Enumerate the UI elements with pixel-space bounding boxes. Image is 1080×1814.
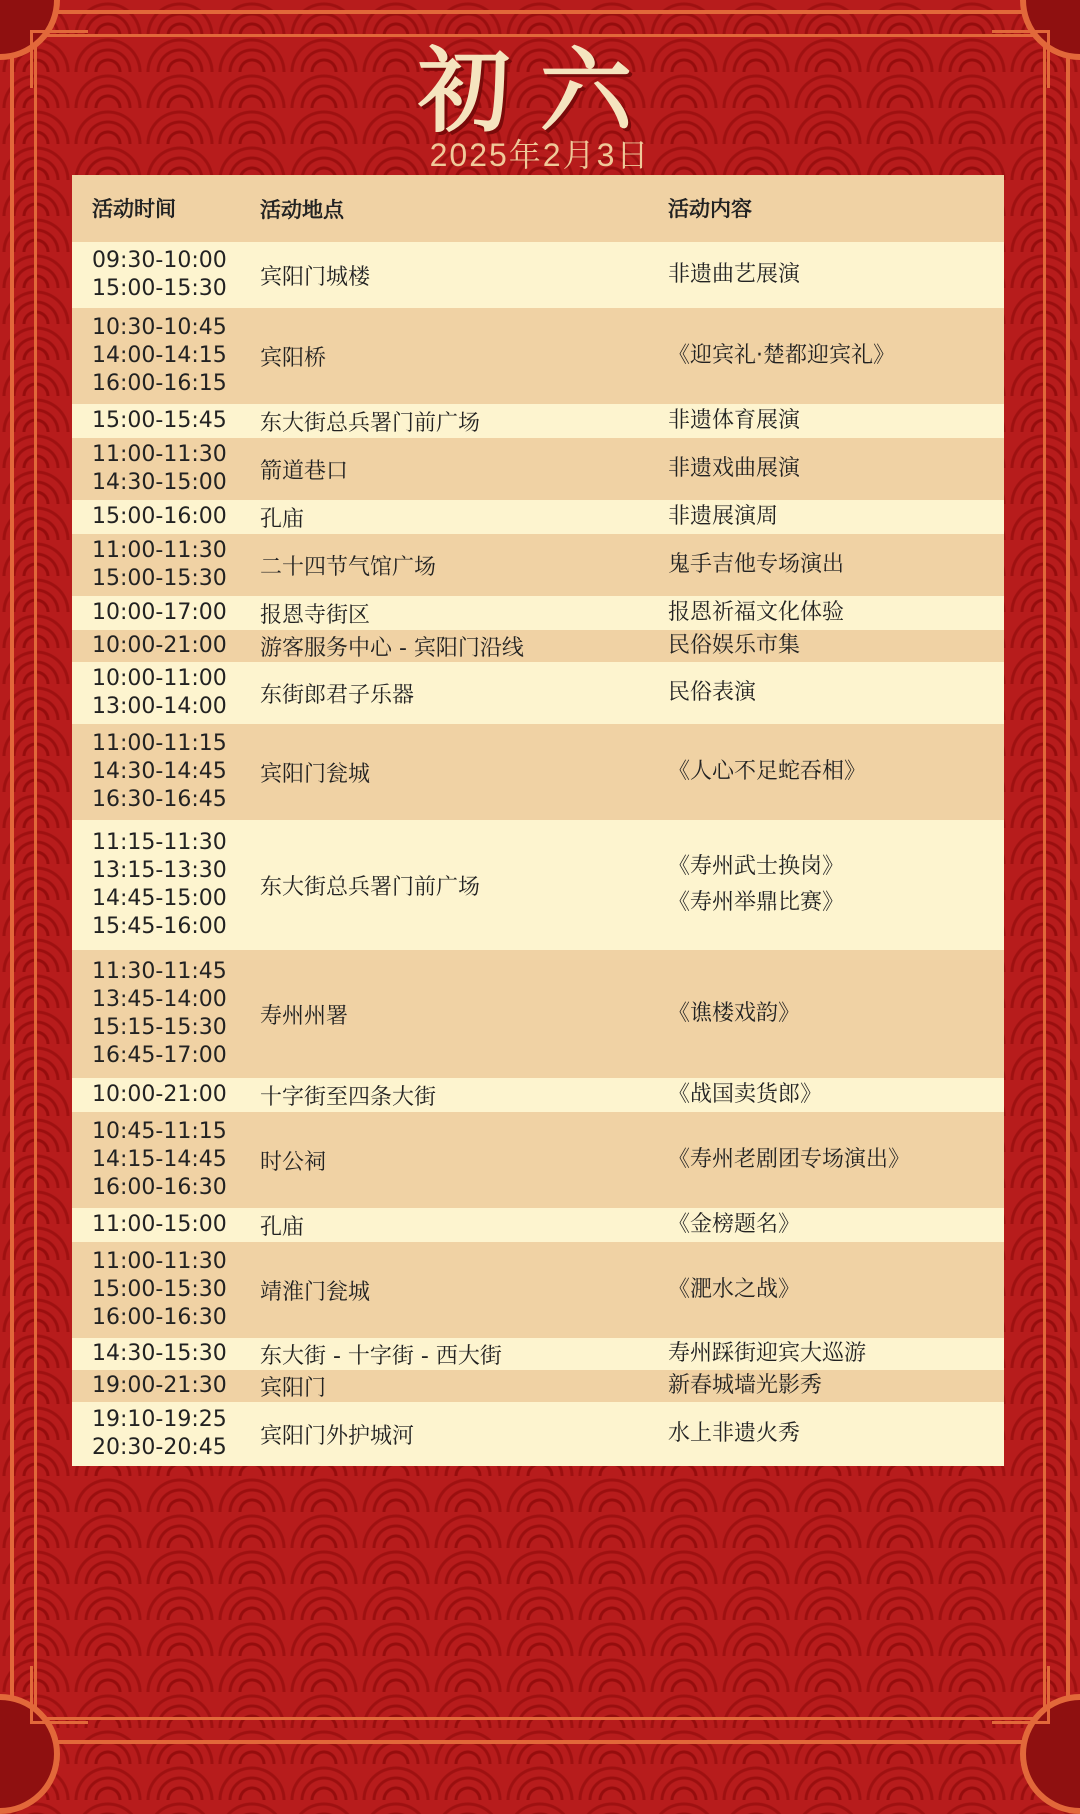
time-slot: 14:45-15:00: [92, 886, 227, 911]
table-row: [72, 662, 1004, 724]
table-row: [72, 596, 1004, 630]
time-slot: 14:30-15:30: [92, 1341, 227, 1366]
time-slot: 16:30-16:45: [92, 787, 227, 812]
cell-time: [72, 958, 260, 1070]
cell-place: 二十四节气馆广场: [260, 554, 437, 580]
time-slot: 11:30-11:45: [92, 959, 227, 984]
cell-place: 孔庙: [260, 506, 305, 532]
cell-content: [668, 1336, 1004, 1372]
cell-time: [72, 599, 260, 627]
table-row: [72, 1242, 1004, 1338]
time-slot: 11:00-11:30: [92, 442, 227, 467]
corner-bracket-bottom-left: [30, 1666, 88, 1724]
time-slot: 16:00-16:30: [92, 1175, 227, 1200]
time-slot: 10:00-17:00: [92, 600, 227, 625]
table-row: [72, 724, 1004, 820]
cell-content: [668, 996, 1004, 1032]
table-row: [72, 534, 1004, 596]
cell-place: 东大街总兵署门前广场: [260, 874, 481, 900]
content-item: 非遗体育展演: [668, 408, 801, 433]
time-slot: 11:00-11:15: [92, 731, 227, 756]
table-row: [72, 1112, 1004, 1208]
cell-time: [72, 1248, 260, 1332]
content-item: 《寿州老剧团专场演出》: [668, 1147, 911, 1172]
time-slot: 19:10-19:25: [92, 1407, 227, 1432]
cell-time: [72, 632, 260, 660]
time-slot: 15:00-15:30: [92, 566, 227, 591]
table-row: [72, 1402, 1004, 1466]
content-item: 《人心不足蛇吞相》: [668, 759, 867, 784]
content-item: 民俗娱乐市集: [668, 633, 801, 658]
content-item: 非遗曲艺展演: [668, 262, 801, 287]
cell-place: 寿州州署: [260, 1003, 349, 1029]
table-row: [72, 1338, 1004, 1370]
table-row: [72, 950, 1004, 1078]
cell-place: 游客服务中心 - 宾阳门沿线: [260, 635, 524, 661]
cell-content: [668, 338, 1004, 374]
time-slot: 15:00-16:00: [92, 504, 227, 529]
time-slot: 13:45-14:00: [92, 987, 227, 1012]
table-header-row: [72, 175, 1004, 242]
header-time: 活动时间: [92, 196, 176, 221]
time-slot: 10:30-10:45: [92, 315, 227, 340]
time-slot: 15:00-15:30: [92, 1277, 227, 1302]
content-item: 《谯楼戏韵》: [668, 1001, 801, 1026]
cell-content: [668, 754, 1004, 790]
page-title: 初六: [417, 37, 662, 145]
time-slot: 20:30-20:45: [92, 1435, 227, 1460]
time-slot: 09:30-10:00: [92, 248, 227, 273]
cell-place: 东大街 - 十字街 - 西大街: [260, 1343, 502, 1369]
time-slot: 11:00-11:30: [92, 538, 227, 563]
cell-place: 时公祠: [260, 1149, 327, 1175]
time-slot: 14:15-14:45: [92, 1147, 227, 1172]
time-slot: 16:00-16:30: [92, 1305, 227, 1330]
content-item: 寿州踩街迎宾大巡游: [668, 1341, 867, 1366]
cell-content: [668, 1142, 1004, 1178]
content-item: 非遗展演周: [668, 504, 779, 529]
table-row: [72, 308, 1004, 404]
content-item: 鬼手吉他专场演出: [668, 552, 845, 577]
cell-time: [72, 503, 260, 531]
cell-time: [72, 1372, 260, 1400]
cell-content: [668, 499, 1004, 535]
cell-place: 报恩寺街区: [260, 602, 371, 628]
cell-place: 宾阳桥: [260, 345, 327, 371]
cell-place: 靖淮门瓮城: [260, 1279, 371, 1305]
content-item: 《迎宾礼·楚都迎宾礼》: [668, 343, 895, 368]
table-row: [72, 820, 1004, 950]
cell-content: [668, 1207, 1004, 1243]
table-row: [72, 1208, 1004, 1242]
cell-place: 东大街总兵署门前广场: [260, 410, 481, 436]
cell-time: [72, 665, 260, 721]
cell-content: [668, 1368, 1004, 1404]
time-slot: 11:00-15:00: [92, 1212, 227, 1237]
cell-content: [668, 628, 1004, 664]
cell-content: [668, 1416, 1004, 1452]
content-item: 新春城墙光影秀: [668, 1373, 823, 1398]
table-row: [72, 438, 1004, 500]
content-item: 非遗戏曲展演: [668, 456, 801, 481]
cell-content: [668, 1077, 1004, 1113]
time-slot: 14:30-14:45: [92, 759, 227, 784]
cell-place: 东街郎君子乐器: [260, 682, 415, 708]
cell-time: [72, 1340, 260, 1368]
time-slot: 10:00-11:00: [92, 666, 227, 691]
table-row: [72, 404, 1004, 438]
time-slot: 15:00-15:45: [92, 408, 227, 433]
time-slot: 15:00-15:30: [92, 276, 227, 301]
cell-content: [668, 849, 1004, 921]
time-slot: 13:00-14:00: [92, 694, 227, 719]
content-item: 报恩祈福文化体验: [668, 600, 845, 625]
cell-place: 箭道巷口: [260, 458, 349, 484]
cell-content: [668, 547, 1004, 583]
time-slot: 16:00-16:15: [92, 371, 227, 396]
content-item: 《淝水之战》: [668, 1277, 801, 1302]
time-slot: 14:30-15:00: [92, 470, 227, 495]
time-slot: 15:15-15:30: [92, 1015, 227, 1040]
time-slot: 11:15-11:30: [92, 830, 227, 855]
time-slot: 19:00-21:30: [92, 1373, 227, 1398]
cell-place: 宾阳门: [260, 1375, 327, 1401]
cell-time: [72, 247, 260, 303]
cell-time: [72, 1081, 260, 1109]
header-content: 活动内容: [668, 196, 752, 221]
cell-content: [668, 451, 1004, 487]
schedule-table: [72, 175, 1004, 1466]
cell-time: [72, 314, 260, 398]
cell-place: 宾阳门外护城河: [260, 1423, 415, 1449]
content-item: 《寿州武士换岗》: [668, 854, 845, 879]
content-item: 民俗表演: [668, 680, 757, 705]
cell-place: 十字街至四条大街: [260, 1084, 437, 1110]
cell-time: [72, 407, 260, 435]
time-slot: 10:00-21:00: [92, 633, 227, 658]
time-slot: 13:15-13:30: [92, 858, 227, 883]
corner-bracket-bottom-right: [992, 1666, 1050, 1724]
cell-content: [668, 257, 1004, 293]
table-row: [72, 500, 1004, 534]
cell-content: [668, 1272, 1004, 1308]
table-row: [72, 1370, 1004, 1402]
cell-place: 宾阳门瓮城: [260, 761, 371, 787]
cell-time: [72, 1406, 260, 1462]
cell-place: 宾阳门城楼: [260, 264, 371, 290]
cell-place: 孔庙: [260, 1214, 305, 1240]
cell-content: [668, 595, 1004, 631]
header-place: 活动地点: [260, 197, 344, 222]
content-item: 水上非遗火秀: [668, 1421, 801, 1446]
time-slot: 16:45-17:00: [92, 1043, 227, 1068]
table-row: [72, 242, 1004, 308]
time-slot: 15:45-16:00: [92, 914, 227, 939]
cell-time: [72, 1118, 260, 1202]
event-date: 2025年2月3日: [429, 137, 651, 173]
time-slot: 10:00-21:00: [92, 1082, 227, 1107]
cell-time: [72, 441, 260, 497]
cell-time: [72, 730, 260, 814]
cell-time: [72, 537, 260, 593]
cell-time: [72, 829, 260, 941]
table-row: [72, 1078, 1004, 1112]
table-row: [72, 630, 1004, 662]
time-slot: 14:00-14:15: [92, 343, 227, 368]
content-item: 《战国卖货郎》: [668, 1082, 823, 1107]
content-item: 《寿州举鼎比赛》: [668, 890, 845, 915]
time-slot: 10:45-11:15: [92, 1119, 227, 1144]
content-item: 《金榜题名》: [668, 1212, 801, 1237]
cell-content: [668, 675, 1004, 711]
cell-content: [668, 403, 1004, 439]
time-slot: 11:00-11:30: [92, 1249, 227, 1274]
cell-time: [72, 1211, 260, 1239]
